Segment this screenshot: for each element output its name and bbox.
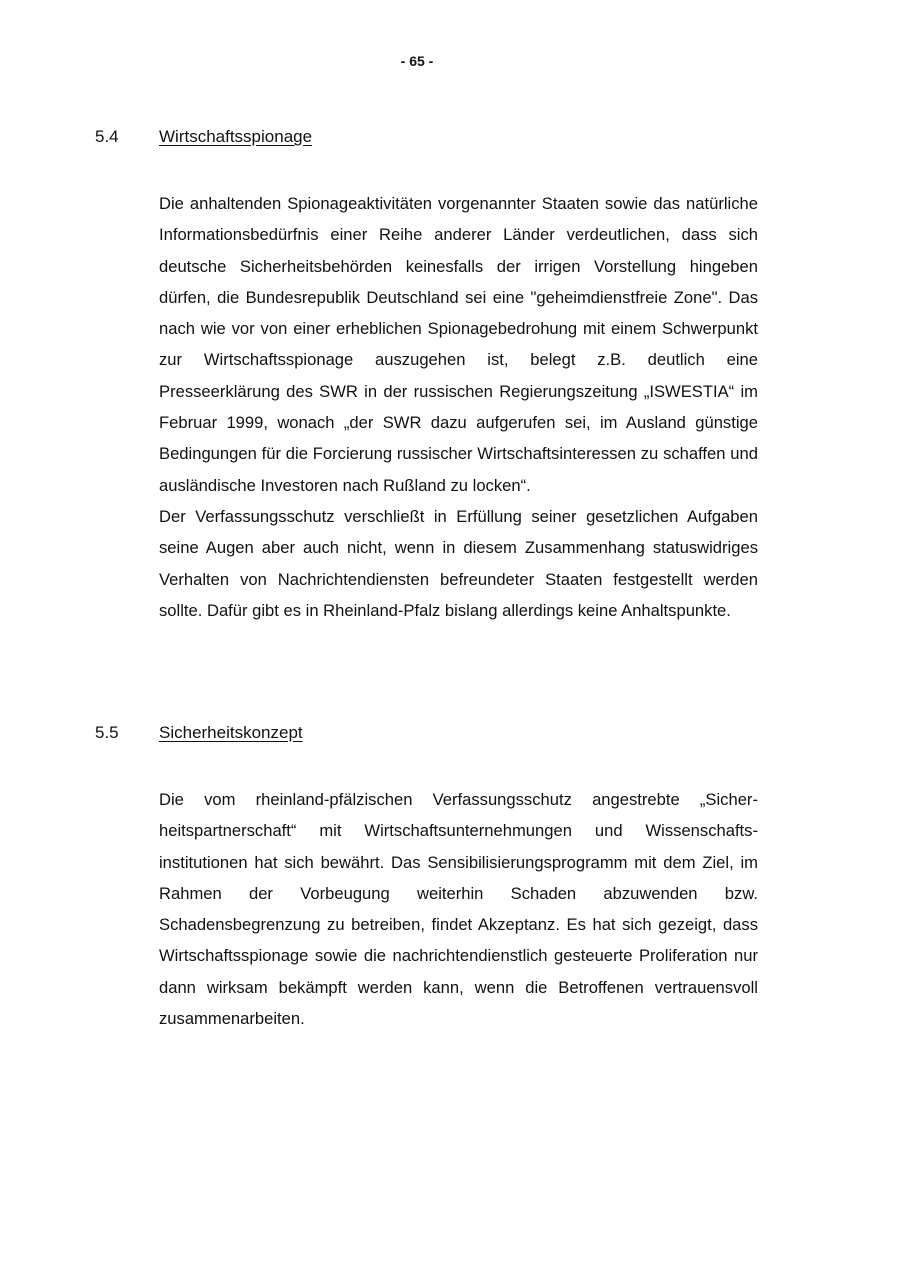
section-heading (95, 723, 760, 749)
section-number: 5.4 (95, 127, 119, 146)
section-title: Wirtschaftsspionage (159, 127, 313, 146)
page-number: - 65 - (400, 53, 434, 69)
body-paragraph: Die vom rheinland-pfälzischen Verfassungsschutz angestrebte „Sicherheitspartnerschaft“ mit Wirtschaftsunternehmungen und Wissenschaftsinstitutionen hat sich bewährt. Das Sensibilisierungsprogramm mit dem Ziel, im Rahmen der Vorbeugung weiterhin Schaden abzuwenden bzw. Schadensbegrenzung zu betreiben, findet Akzeptanz. Es hat sich gezeigt, dass Wirtschaftsspionage sowie die nachrichtendienstlich gesteuerte Proliferation nur dann wirksam bekämpft werden kann, wenn die Betroffenen vertrauensvoll zusammenarbeiten. (159, 790, 758, 1029)
body-paragraph: Die anhaltenden Spionageaktivitäten vorgenannter Staaten sowie das natürliche Informationsbedürfnis einer Reihe anderer Länder verdeutlichen, dass sich deutsche Sicherheitsbehörden keinesfalls der irrigen Vorstellung hingeben dürfen, die Bundesrepublik Deutschland sei eine "geheimdienstfreie Zone". Das nach wie vor von einer erheblichen Spionagebedrohung mit einem Schwerpunkt zur Wirtschaftsspionage auszugehen ist, belegt z.B. deutlich eine Presseerklärung des SWR in der russischen Regierungszeitung „ISWESTIA“ im Februar 1999, wonach „der SWR dazu aufgerufen sei, im Ausland günstige Bedingungen für die Forcierung russischer Wirtschaftsinteressen zu schaffen und ausländische Investoren nach Rußland zu locken“. (159, 194, 758, 495)
section-body (159, 784, 758, 1034)
section-title: Sicherheitskonzept (159, 723, 303, 742)
section-number: 5.5 (95, 723, 119, 742)
section-heading (95, 127, 760, 153)
section-body (159, 188, 758, 626)
section-wirtschaftsspionage (95, 127, 760, 626)
section-sicherheitskonzept (95, 723, 760, 1034)
body-paragraph: Der Verfassungsschutz verschließt in Erfüllung seiner gesetzlichen Aufgaben seine Augen aber auch nicht, wenn in diesem Zusammenhang statuswidriges Verhalten von Nachrichtendiensten befreundeter Staaten festgestellt werden sollte. Dafür gibt es in Rheinland-Pfalz bislang allerdings keine Anhaltspunkte. (159, 506, 758, 620)
